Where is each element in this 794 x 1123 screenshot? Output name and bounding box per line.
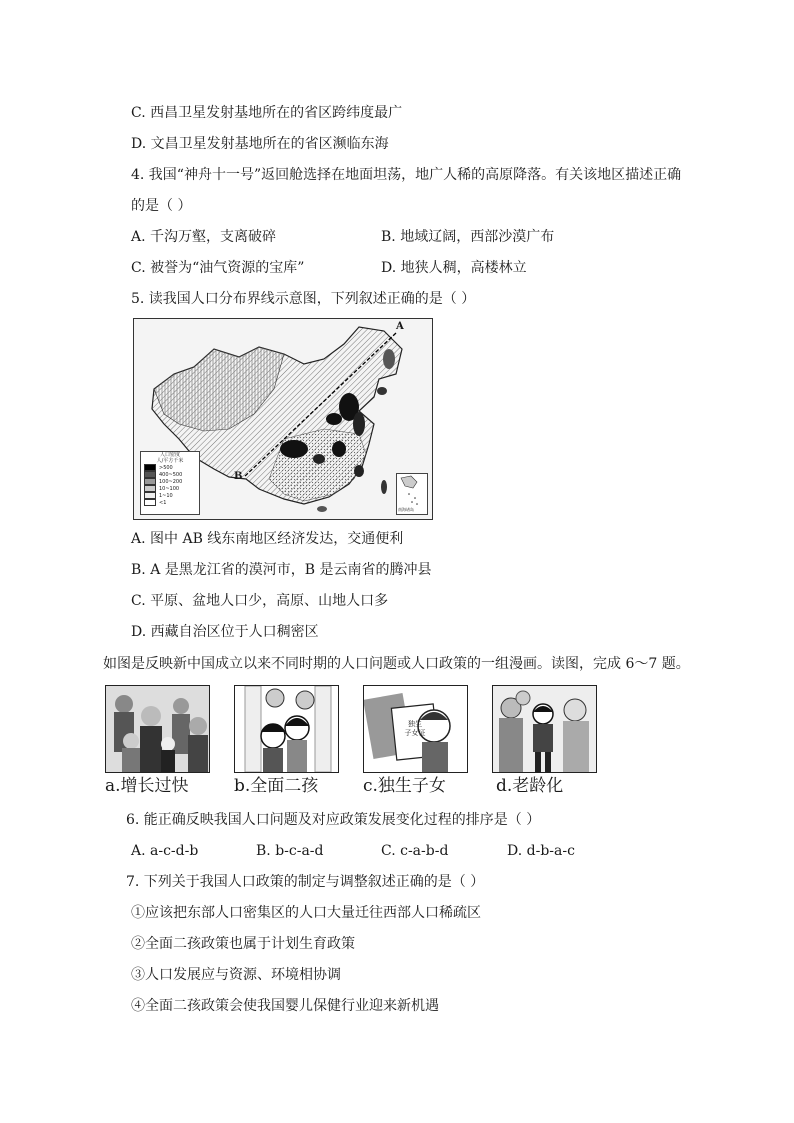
q6-option-d: D. d-b-a-c bbox=[507, 843, 575, 859]
q6-option-b: B. b-c-a-d bbox=[256, 843, 324, 859]
legend-row bbox=[141, 499, 199, 506]
q5-option-d: D. 西藏自治区位于人口稠密区 bbox=[131, 624, 319, 640]
q7-stem: 7. 下列关于我国人口政策的制定与调整叙述正确的是（ ） bbox=[126, 874, 485, 890]
q6-stem: 6. 能正确反映我国人口问题及对应政策发展变化过程的排序是（ ） bbox=[126, 812, 541, 828]
cartoon-caption-b: b.全面二孩 bbox=[234, 776, 319, 796]
cartoon-caption-a: a.增长过快 bbox=[105, 776, 189, 796]
legend-label: 10~100 bbox=[159, 485, 180, 492]
legend-label: 400~500 bbox=[159, 471, 183, 478]
legend-row bbox=[141, 485, 199, 492]
map-label-a: A bbox=[396, 321, 404, 332]
cartoon-caption-c: c.独生子女 bbox=[363, 776, 446, 796]
inset-caption: 南海诸岛 bbox=[398, 507, 414, 512]
legend-row bbox=[141, 471, 199, 478]
population-map bbox=[133, 318, 433, 520]
legend-label: >500 bbox=[159, 464, 173, 471]
legend-label: 1~10 bbox=[159, 492, 173, 499]
south-china-sea-inset bbox=[396, 473, 428, 515]
certificate-text-line2: 子女证 bbox=[404, 729, 426, 737]
q6-option-a: A. a-c-d-b bbox=[131, 843, 199, 859]
legend-swatch bbox=[144, 471, 156, 478]
q3-option-d: D. 文昌卫星发射基地所在的省区濒临东海 bbox=[131, 136, 389, 152]
q5-option-a: A. 图中 AB 线东南地区经济发达，交通便利 bbox=[131, 531, 404, 547]
legend-row bbox=[141, 492, 199, 499]
map-legend bbox=[140, 451, 200, 515]
legend-title: 人口密度 bbox=[159, 452, 180, 458]
q4-stem-line1: 4. 我国“神舟十一号”返回舱选择在地面坦荡，地广人稀的高原降落。有关该地区描述正确 bbox=[131, 167, 682, 183]
q4-stem-line2: 的是（ ） bbox=[131, 198, 192, 214]
crowd-drawing bbox=[106, 686, 209, 772]
cartoon-b-two-children bbox=[234, 685, 339, 773]
legend-swatch bbox=[144, 478, 156, 485]
q7-item-4: ④全面二孩政策会使我国婴儿保健行业迎来新机遇 bbox=[131, 998, 439, 1014]
q7-item-1: ①应该把东部人口密集区的人口大量迁往西部人口稀疏区 bbox=[131, 905, 481, 921]
q3-option-c: C. 西昌卫星发射基地所在的省区跨纬度最广 bbox=[131, 105, 403, 121]
legend-label: 100~200 bbox=[159, 478, 183, 485]
q5-option-b: B. A 是黑龙江省的漠河市，B 是云南省的腾冲县 bbox=[131, 562, 432, 578]
family-drawing bbox=[235, 686, 338, 772]
legend-swatch bbox=[144, 499, 156, 506]
intro-6-7: 如图是反映新中国成立以来不同时期的人口问题或人口政策的一组漫画。读图，完成 6～7 题。 bbox=[103, 656, 690, 672]
legend-row bbox=[141, 464, 199, 471]
q7-item-3: ③人口发展应与资源、环境相协调 bbox=[131, 967, 341, 983]
legend-swatch bbox=[144, 485, 156, 492]
q5-stem: 5. 读我国人口分布界线示意图，下列叙述正确的是（ ） bbox=[131, 291, 476, 307]
elderly-drawing bbox=[493, 686, 596, 772]
map-label-b: B bbox=[234, 471, 243, 482]
q6-option-c: C. c-a-b-d bbox=[381, 843, 449, 859]
q4-option-a: A. 千沟万壑，支离破碎 bbox=[131, 229, 277, 245]
q5-option-c: C. 平原、盆地人口少，高原、山地人口多 bbox=[131, 593, 389, 609]
legend-row bbox=[141, 478, 199, 485]
legend-label: <1 bbox=[159, 499, 167, 506]
legend-swatch bbox=[144, 464, 156, 471]
cartoon-a-crowd bbox=[105, 685, 210, 773]
cartoon-caption-d: d.老龄化 bbox=[496, 776, 564, 796]
q4-option-b: B. 地域辽阔，西部沙漠广布 bbox=[381, 229, 555, 245]
q4-option-d: D. 地狭人稠，高楼林立 bbox=[381, 260, 527, 276]
cartoon-d-aging bbox=[492, 685, 597, 773]
legend-unit: 人/平方千米 bbox=[156, 458, 184, 464]
q4-option-c: C. 被誉为“油气资源的宝库” bbox=[131, 260, 305, 276]
certificate-text-line1: 独生 bbox=[408, 720, 422, 728]
legend-swatch bbox=[144, 492, 156, 499]
q7-item-2: ②全面二孩政策也属于计划生育政策 bbox=[131, 936, 355, 952]
cartoon-c-only-child bbox=[363, 685, 468, 773]
